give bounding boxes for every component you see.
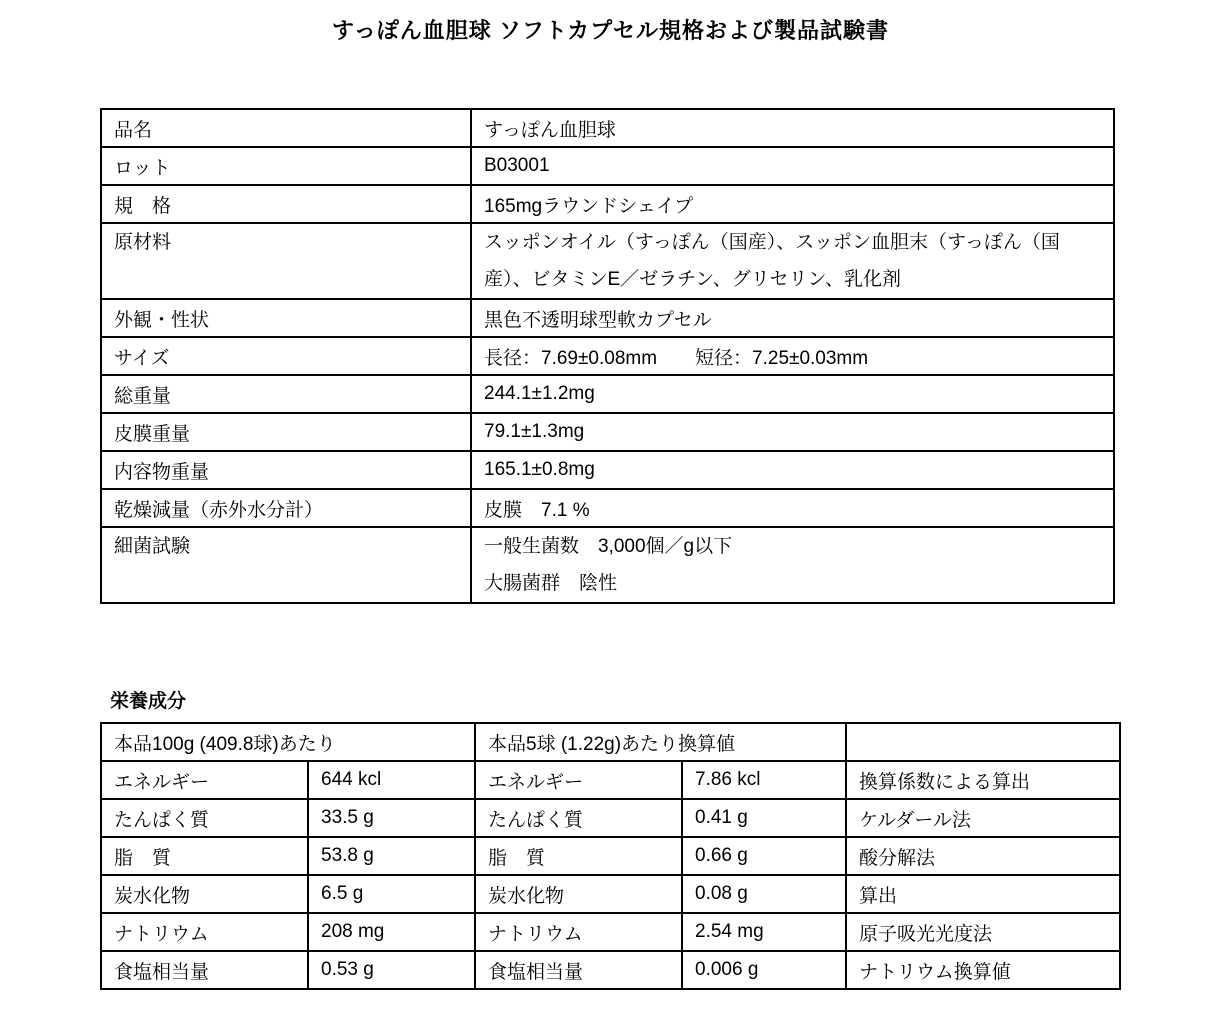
- spec-label: 内容物重量: [101, 451, 471, 489]
- spec-label: 乾燥減量（赤外水分計）: [101, 489, 471, 527]
- spec-value: B03001: [471, 147, 1114, 185]
- nutrient-name: 炭水化物: [101, 875, 308, 913]
- nutrient-value: 6.5 g: [308, 875, 475, 913]
- spec-row-standard: [101, 185, 1114, 223]
- spec-row-drying-loss: [101, 489, 1114, 527]
- nutrition-row-protein: [101, 799, 1120, 837]
- nutrient-value: 208 mg: [308, 913, 475, 951]
- nutrient-method: ナトリウム換算値: [846, 951, 1120, 989]
- nutrient-value: 0.006 g: [682, 951, 846, 989]
- nutrient-name: ナトリウム: [101, 913, 308, 951]
- nutrient-method: 酸分解法: [846, 837, 1120, 875]
- spec-row-content-weight: [101, 451, 1114, 489]
- spec-value: [471, 527, 1114, 603]
- nutrient-value: 0.66 g: [682, 837, 846, 875]
- spec-label: 皮膜重量: [101, 413, 471, 451]
- nutrition-row-sodium: [101, 913, 1120, 951]
- nutrient-value: 0.41 g: [682, 799, 846, 837]
- nutrient-value: 0.08 g: [682, 875, 846, 913]
- spec-value: 皮膜 7.1 %: [471, 489, 1114, 527]
- spec-value: 244.1±1.2mg: [471, 375, 1114, 413]
- nutrient-value: 644 kcl: [308, 761, 475, 799]
- spec-label: 細菌試験: [101, 527, 471, 603]
- nutrient-name: たんぱく質: [101, 799, 308, 837]
- nutrient-name: エネルギー: [101, 761, 308, 799]
- nutrient-name: エネルギー: [475, 761, 682, 799]
- nutrition-header-per5: 本品5球 (1.22g)あたり換算値: [475, 723, 846, 761]
- spec-table: [100, 108, 1115, 604]
- nutrition-row-fat: [101, 837, 1120, 875]
- spec-value: 165mgラウンドシェイプ: [471, 185, 1114, 223]
- spec-value: 長径：7.69±0.08mm 短径：7.25±0.03mm: [471, 337, 1114, 375]
- nutrient-value: 33.5 g: [308, 799, 475, 837]
- nutrition-header-per100g: 本品100g (409.8球)あたり: [101, 723, 475, 761]
- nutrient-name: ナトリウム: [475, 913, 682, 951]
- nutrition-row-carbohydrate: [101, 875, 1120, 913]
- nutrition-header-method: [846, 723, 1120, 761]
- spec-label: 規 格: [101, 185, 471, 223]
- nutrition-row-energy: [101, 761, 1120, 799]
- nutrient-name: 脂 質: [101, 837, 308, 875]
- spec-label: 外観・性状: [101, 299, 471, 337]
- nutrition-table: [100, 722, 1121, 990]
- spec-row-size: [101, 337, 1114, 375]
- spec-row-appearance: [101, 299, 1114, 337]
- spec-row-bacteria-test: [101, 527, 1114, 603]
- nutrient-name: たんぱく質: [475, 799, 682, 837]
- spec-row-product-name: [101, 109, 1114, 147]
- nutrient-value: 53.8 g: [308, 837, 475, 875]
- spec-row-total-weight: [101, 375, 1114, 413]
- spec-value: 165.1±0.8mg: [471, 451, 1114, 489]
- spec-label: 原材料: [101, 223, 471, 299]
- nutrient-method: 算出: [846, 875, 1120, 913]
- spec-value: すっぽん血胆球: [471, 109, 1114, 147]
- nutrient-name: 食塩相当量: [101, 951, 308, 989]
- spec-value: スッポンオイル（すっぽん（国産）、スッポン血胆末（すっぽん（国産）、ビタミンE／ゼラチン、グリセリン、乳化剤: [471, 223, 1114, 299]
- spec-label: 総重量: [101, 375, 471, 413]
- nutrition-row-salt-equivalent: [101, 951, 1120, 989]
- spec-row-lot: [101, 147, 1114, 185]
- nutrient-method: 換算係数による算出: [846, 761, 1120, 799]
- nutrition-header-row: [101, 723, 1120, 761]
- spec-label: ロット: [101, 147, 471, 185]
- spec-value-line: 大腸菌群 陰性: [484, 573, 618, 594]
- nutrient-method: 原子吸光光度法: [846, 913, 1120, 951]
- spec-label: サイズ: [101, 337, 471, 375]
- nutrient-value: 0.53 g: [308, 951, 475, 989]
- spec-label: 品名: [101, 109, 471, 147]
- nutrient-name: 食塩相当量: [475, 951, 682, 989]
- document-title: すっぽん血胆球 ソフトカプセル規格および製品試験書: [332, 18, 889, 43]
- nutrient-value: 2.54 mg: [682, 913, 846, 951]
- spec-value-line: 一般生菌数 3,000個／g以下: [484, 536, 733, 557]
- nutrient-name: 脂 質: [475, 837, 682, 875]
- spec-value: 黒色不透明球型軟カプセル: [471, 299, 1114, 337]
- nutrition-section-title: 栄養成分: [110, 691, 187, 712]
- nutrient-method: ケルダール法: [846, 799, 1120, 837]
- nutrient-name: 炭水化物: [475, 875, 682, 913]
- spec-value: 79.1±1.3mg: [471, 413, 1114, 451]
- nutrient-value: 7.86 kcl: [682, 761, 846, 799]
- spec-row-ingredients: [101, 223, 1114, 299]
- spec-row-shell-weight: [101, 413, 1114, 451]
